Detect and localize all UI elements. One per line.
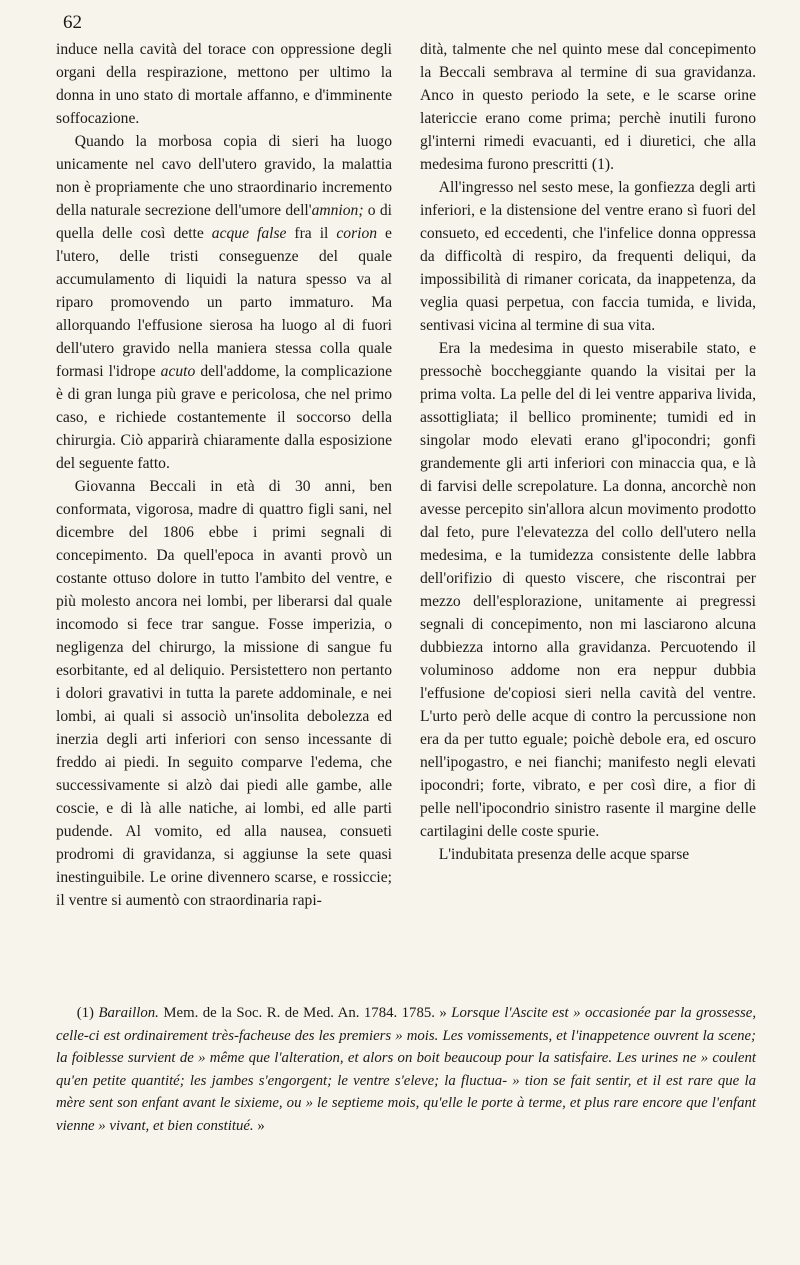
text-run: Quando la morbosa copia di sieri ha luogo unicamente nel cavo dell'utero gravido, la malattia non è propriamente che uno straordinario incremento della naturale secrezione dell'umore dell' — [56, 133, 392, 219]
paragraph — [56, 130, 392, 475]
footnote-marker: (1) — [76, 1005, 99, 1021]
footnote-quote: Lorsque l'Ascite est » occasionée par la grossesse, celle-ci est ordinairement très-facheuse des les premiers » mois. Les vomissements, et l'inappetence ouvrent la scene; la foiblesse survient de » même que l'alteration, et alors on boit beaucoup pour la satisfaire. Les urines ne » coulent qu'en petite quantité; les jambes s'engorgent; le ventre s'eleve; la fluctua- » tion se fait sentir, et il est rare que la mère sent son enfant avant le sixieme, ou » le septieme mois, qu'elle le porte à terme, et plus rare encore que l'enfant vienne » vivant, et bien constitué. — [56, 1005, 757, 1134]
paragraph: Era la medesima in questo miserabile stato, e pressochè boccheggiante quando la visitai per la prima volta. La pelle del di lei ventre appariva livida, assottigliata; il bellico prominente; tumidi ed in singolar modo elevati erano gl'ipocondri; gonfi grandemente gli arti inferiori con minaccia qua, e là di farvisi delle screpolature. La donna, ancorchè non avesse percepito sin'allora alcun movimento prodotto dal feto, pure l'elevatezza del collo dell'utero nella medesima, e la tumidezza consistente delle labbra dell'orifizio di questo viscere, che riscontrai per mezzo dell'esplorazione, unitamente ai pregressi segnali di concepimento, non mi lasciarono alcuna dubbiezza intorno alla gravidanza. Percuotendo il voluminoso addome non era neppur dubbia l'effusione de'copiosi sieri nella cavità del ventre. L'urto però delle acque di contro la percussione non era da per tutto eguale; poichè debole era, ed oscuro nell'ipogastro, e nei fianchi; manifesto negli elevati ipocondri; forte, vibrato, e per così dire, a fior di pelle nell'ipocondrio sinistro rasente il margine delle cartilagini delle coste spurie. — [420, 340, 756, 840]
right-column — [420, 38, 756, 912]
page-number: 62 — [63, 12, 82, 33]
italic-term-acque-false: acque false — [211, 225, 287, 242]
footnote-text — [56, 1002, 756, 1138]
text-run: e l'utero, delle tristi conseguenze del quale accumulamento di liquidi la natura spesso va al riparo promovendo un parto immaturo. Ma allorquando l'effusione sierosa ha luogo al di fuori dell'utero gravido nella maniera stessa colla quale formasi l'idrope — [56, 225, 392, 380]
text-run: o di quella delle così dette — [56, 202, 392, 242]
italic-term-corion: corion — [336, 225, 378, 242]
left-column — [56, 38, 392, 912]
paragraph: L'indubitata presenza delle acque sparse — [438, 846, 690, 863]
text-run: fra il — [286, 225, 337, 242]
body-columns — [56, 38, 756, 912]
footnote-close: » — [253, 1117, 265, 1134]
footnote-author: Baraillon. — [98, 1005, 159, 1021]
italic-term-amnion: amnion; — [311, 202, 364, 219]
text-run: dell'addome, la complicazione è di gran lunga più grave e pericolosa, che nel primo caso, e richiede costantemente il soccorso della chirurgia. Ciò apparirà chiaramente dalla esposizione del seguente fatto. — [56, 363, 392, 472]
footnote — [56, 1002, 756, 1138]
paragraph: All'ingresso nel sesto mese, la gonfiezza degli arti inferiori, e la distensione del ventre erano sì fuori del consueto, ed eccedenti, che l'infelice donna oppressa da difficoltà di respiro, da frequenti deliqui, da impossibilità di rimaner coricata, da inappetenza, da veglia quasi perpetua, con faccia tumida, e livida, sentivasi vicina al termine di sua vita. — [420, 179, 756, 334]
paragraph: Giovanna Beccali in età di 30 anni, ben conformata, vigorosa, madre di quattro figli sani, nel dicembre del 1806 ebbe i primi segnali di concepimento. Da quell'epoca in avanti provò un costante ottuso dolore in tutto l'ambito del ventre, e più molesto ancora nei lombi, per liberarsi dal quale incomodo si fece trar sangue. Fosse imperizia, o negligenza del chirurgo, la missione di sangue fu esorbitante, ed al deliquio. Persistettero non pertanto i dolori gravativi in tutta la parete addominale, e nei lombi, ai quali si associò un'insolita debolezza ed inerzia degli arti inferiori con senso incessante di freddo ai piedi. In seguito comparve l'edema, che successivamente si alzò dai piedi alle gambe, alle coscie, e di là alle natiche, ai lombi, ed alle parti pudende. Al vomito, ed alla nausea, consueti prodromi di gravidanza, si aggiunse la sete quasi inestinguibile. Le orine divennero scarse, e rossiccie; il ventre si aumentò con straordinaria rapi- — [56, 478, 392, 909]
paragraph: induce nella cavità del torace con oppressione degli organi della respirazione, mettono per ultimo la donna in uno stato di mortale affanno, e d'imminente soffocazione. — [56, 41, 392, 127]
footnote-citation: Mem. de la Soc. R. de Med. An. 1784. 1785. » — [158, 1005, 452, 1021]
italic-term-acuto: acuto — [160, 363, 196, 380]
paragraph: dità, talmente che nel quinto mese dal concepimento la Beccali sembrava al termine di sua gravidanza. Anco in questo periodo la sete, e le scarse orine latericcie erano come prima; perchè inutili furono gl'interni rimedi evacuanti, ed i diuretici, che alla medesima furono prescritti (1). — [420, 41, 756, 173]
